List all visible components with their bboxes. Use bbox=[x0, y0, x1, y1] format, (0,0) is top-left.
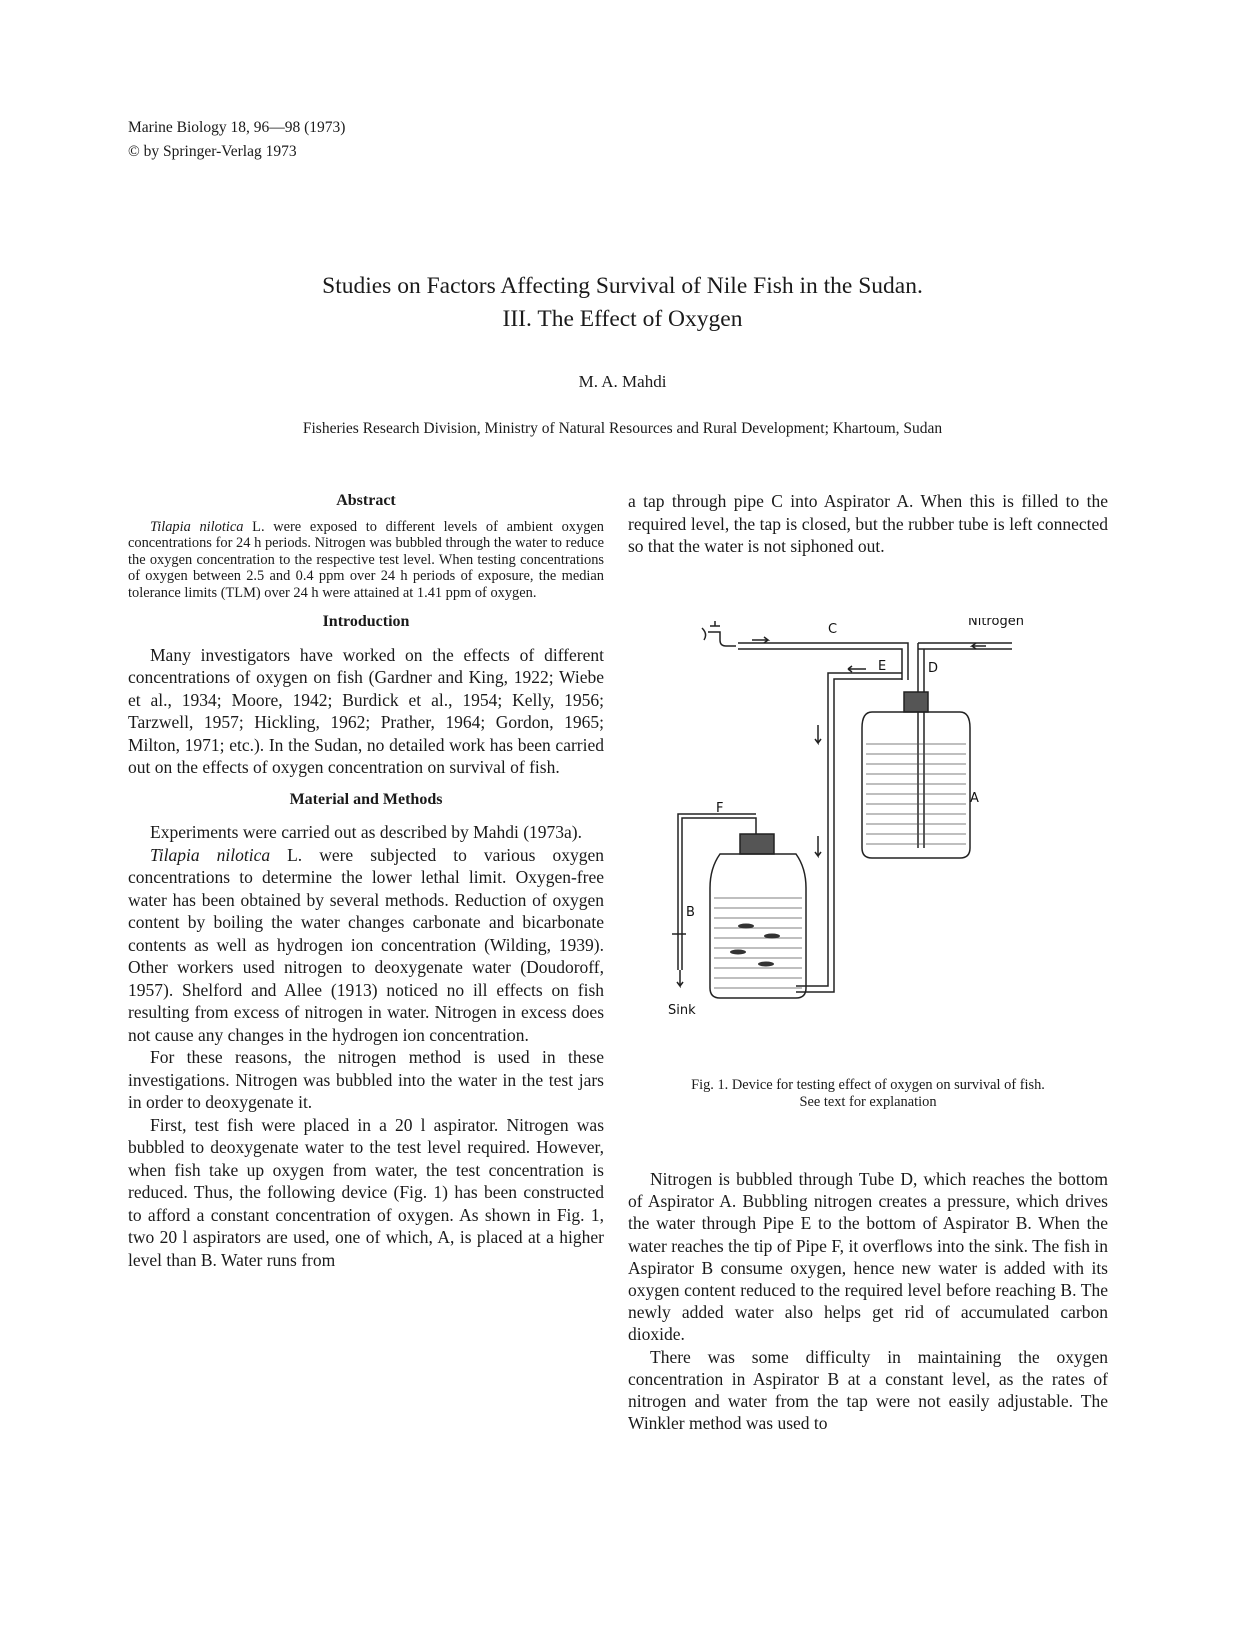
flow-arrow-down-2 bbox=[815, 836, 821, 856]
label-c: C bbox=[828, 622, 838, 637]
paper-title bbox=[0, 270, 1245, 336]
water-lines-b bbox=[714, 898, 802, 988]
methods-paragraph-2-body: L. were subjected to various oxygen concentrations to determine the lower lethal limit. Oxygen-free water has been obtained by several methods. Reduction of oxygen content by boiling the water changes carbonate and bicarbonate contents as well as hydrogen ion concentration (Wilding, 1939). Other workers used nitrogen to deoxygenate water (Doudoroff, 1957). Shelford and Allee (1913) noticed no ill effects on fish resulting from excess of nitrogen in water. Nitrogen in excess does not cause any changes in the hydrogen ion concentration. bbox=[128, 844, 604, 1045]
journal-citation bbox=[128, 116, 345, 164]
abstract-species: Tilapia nilotica bbox=[150, 518, 244, 535]
flow-arrow-nitrogen bbox=[972, 643, 986, 649]
title-line-2: III. The Effect of Oxygen bbox=[502, 306, 743, 332]
label-e: E bbox=[878, 659, 887, 674]
title-line-1: Studies on Factors Affecting Survival of Nile Fish in the Sudan. bbox=[322, 273, 923, 299]
nitrogen-pipe bbox=[918, 643, 1012, 649]
introduction-heading: Introduction bbox=[322, 613, 410, 631]
aspirator-b bbox=[710, 854, 806, 998]
aspirator-a bbox=[862, 712, 970, 858]
author: M. A. Mahdi bbox=[578, 372, 667, 391]
abstract-text bbox=[128, 519, 604, 602]
label-d: D bbox=[928, 661, 939, 676]
right-paragraph-1: Nitrogen is bubbled through Tube D, which reaches the bottom of Aspirator A. Bubbling nitrogen creates a pressure, which drives the water through Pipe E to the bottom of Aspirator B. When the water reaches the tip of Pipe F, it overflows into the sink. The fish in Aspirator B consume oxygen, hence new water is added with its oxygen content reduced to the required level before reaching B. The newly added water also helps get rid of accumulated carbon dioxide. bbox=[628, 1169, 1108, 1345]
fish-icons bbox=[730, 924, 780, 967]
water-lines-a bbox=[866, 744, 966, 844]
left-column bbox=[128, 490, 604, 1271]
figure-1-device-diagram bbox=[668, 618, 1088, 1043]
flow-arrow-sink bbox=[677, 970, 683, 986]
methods-species: Tilapia nilotica bbox=[150, 844, 271, 865]
methods-paragraph-3: For these reasons, the nitrogen method is used in these investigations. Nitrogen was bubbled into the water in the test jars in order to deoxygenate it. bbox=[128, 1047, 604, 1113]
pipe-e bbox=[796, 673, 902, 986]
abstract-body: L. were exposed to different levels of ambient oxygen concentrations for 24 h periods. Nitrogen was bubbled through the water to reduce the oxygen concentration to the respective test level. When testing concentrations of oxygen between 2.5 and 0.4 ppm over 24 h periods of exposure, the median tolerance limits (TLM) over 24 h were attained at 1.41 ppm of oxygen. bbox=[128, 518, 604, 601]
flow-arrow-e bbox=[848, 666, 866, 672]
label-nitrogen: Nitrogen bbox=[968, 618, 1024, 629]
methods-paragraph-4: First, test fish were placed in a 20 l aspirator. Nitrogen was bubbled to deoxygenate water to the test level required. However, when fish take up oxygen from water, the test concentration is reduced. Thus, the following device (Fig. 1) has been constructed to afford a constant concentration of oxygen. As shown in Fig. 1, two 20 l aspirators are used, one of which, A, is placed at a higher level than B. Water runs from bbox=[128, 1114, 604, 1270]
fish-icon bbox=[764, 934, 780, 939]
stopper-b bbox=[740, 834, 774, 854]
tap-icon bbox=[708, 621, 736, 646]
label-f: F bbox=[716, 801, 724, 816]
flow-arrow-c bbox=[752, 637, 768, 643]
methods-paragraph-2 bbox=[128, 844, 604, 1047]
abstract-heading: Abstract bbox=[336, 492, 396, 509]
methods-heading: Material and Methods bbox=[289, 790, 443, 808]
methods-paragraph-1: Experiments were carried out as described by Mahdi (1973a). bbox=[150, 822, 582, 843]
pipe-d bbox=[918, 643, 924, 848]
tap-handle-icon bbox=[702, 628, 706, 640]
device-diagram-svg bbox=[668, 618, 1088, 1043]
fish-icon bbox=[730, 950, 746, 955]
label-sink: Sink bbox=[668, 1003, 696, 1018]
caption-line-1: Fig. 1. Device for testing effect of oxygen on survival of fish. bbox=[691, 1077, 1045, 1093]
label-a: A bbox=[970, 791, 979, 806]
flow-arrow-down-1 bbox=[815, 725, 821, 743]
stopper-a bbox=[904, 692, 928, 712]
affiliation: Fisheries Research Division, Ministry of Natural Resources and Rural Development; Khartoum, Sudan bbox=[302, 420, 943, 437]
figure-caption bbox=[628, 1077, 1108, 1111]
right-column-top bbox=[628, 490, 1108, 558]
copyright-line: © by Springer-Verlag 1973 bbox=[128, 143, 297, 160]
right-top-paragraph: a tap through pipe C into Aspirator A. When this is filled to the required level, the tap is closed, but the rubber tube is left connected so that the water is not siphoned out. bbox=[628, 491, 1108, 556]
label-b: B bbox=[686, 905, 695, 920]
right-column-bottom bbox=[628, 1168, 1108, 1434]
fish-icon bbox=[738, 924, 754, 929]
pipe-e-inner bbox=[796, 679, 902, 992]
introduction-text: Many investigators have worked on the effects of different concentrations of oxygen on fish (Gardner and King, 1922; Wiebe et al., 1934; Moore, 1942; Burdick et al., 1954; Kelly, 1956; Tarzwell, 1957; Hickling, 1962; Prather, 1964; Gordon, 1965; Milton, 1971; etc.). In the Sudan, no detailed work has been carried out on the effects of oxygen concentration on survival of fish. bbox=[128, 644, 604, 778]
caption-line-2: See text for explanation bbox=[799, 1094, 937, 1110]
fish-icon bbox=[758, 962, 774, 967]
right-paragraph-2: There was some difficulty in maintaining the oxygen concentration in Aspirator B at a constant level, as the rates of nitrogen and water from the tap were not easily adjustable. The Winkler method was used to bbox=[628, 1346, 1108, 1434]
journal-volume-line: Marine Biology 18, 96—98 (1973) bbox=[128, 119, 346, 136]
